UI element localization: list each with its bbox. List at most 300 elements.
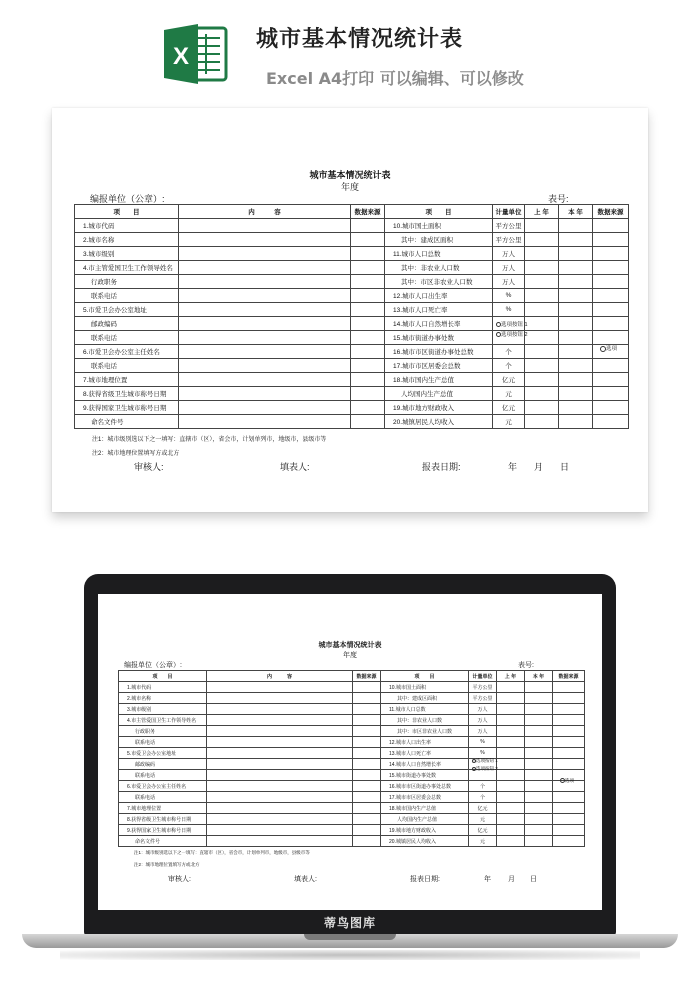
content-cell — [207, 737, 353, 748]
content-cell — [207, 759, 353, 770]
reviewer-label: 审核人: — [168, 876, 191, 883]
source-cell — [351, 415, 385, 429]
this-year-cell — [525, 814, 553, 825]
table-row — [119, 748, 585, 759]
last-year-cell — [497, 737, 525, 748]
sheet-table-no: 表号: — [548, 194, 569, 204]
item-cell: 7.城市地理位置 — [75, 373, 179, 387]
col-header: 数据来源 — [351, 205, 385, 219]
source-cell — [553, 715, 585, 726]
note-2: 注2：城市地理位置填写方或北方 — [134, 862, 200, 867]
item-cell: 14.城市人口自然增长率 — [381, 759, 469, 770]
table-row — [75, 359, 629, 373]
item-cell: 15.城市街道办事处数 — [381, 770, 469, 781]
col-header: 项 目 — [75, 205, 179, 219]
this-year-cell — [559, 233, 593, 247]
unit-cell: 万人 — [493, 275, 525, 289]
item-cell: 联系电话 — [119, 737, 207, 748]
report-date-label: 报表日期: — [410, 876, 440, 883]
item-cell: 4.市主管爱国卫生工作领导姓名 — [75, 261, 179, 275]
item-cell: 命名文件号 — [75, 415, 179, 429]
content-cell — [179, 317, 351, 331]
laptop-brand: 蒂鸟图库 — [323, 916, 376, 930]
header-row — [75, 205, 629, 219]
item-cell: 其中：建成区面积 — [381, 693, 469, 704]
source-cell — [593, 317, 629, 331]
last-year-cell — [525, 331, 559, 345]
source-cell — [593, 387, 629, 401]
item-cell: 联系电话 — [75, 331, 179, 345]
unit-cell: 平方公里 — [493, 219, 525, 233]
item-cell: 12.城市人口出生率 — [385, 289, 493, 303]
content-cell — [207, 803, 353, 814]
option-button-1[interactable] — [472, 758, 498, 764]
item-cell: 命名文件号 — [119, 836, 207, 847]
table-row — [75, 317, 629, 331]
this-year-cell — [559, 345, 593, 359]
col-header: 上 年 — [525, 205, 559, 219]
sheet-mini — [98, 594, 602, 910]
source-cell — [593, 233, 629, 247]
option-button-label: 选项 — [606, 346, 618, 352]
last-year-cell — [525, 415, 559, 429]
table-row — [119, 792, 585, 803]
option-button-3[interactable] — [600, 344, 617, 352]
col-header: 项 目 — [381, 671, 469, 682]
option-button-3[interactable] — [560, 778, 574, 784]
item-cell: 5.市爱卫会办公室地址 — [119, 748, 207, 759]
unit-cell: 平方公里 — [493, 233, 525, 247]
table-row — [119, 693, 585, 704]
last-year-cell — [497, 803, 525, 814]
source-cell — [351, 275, 385, 289]
last-year-cell — [525, 345, 559, 359]
year-label: 年 — [484, 876, 491, 883]
content-cell — [207, 693, 353, 704]
item-cell: 8.获得省级卫生城市称号日期 — [75, 387, 179, 401]
source-cell — [353, 825, 381, 836]
source-cell — [353, 781, 381, 792]
option-button-label: 选项按钮 1 — [476, 758, 498, 763]
paper-preview — [52, 108, 648, 512]
source-cell — [351, 401, 385, 415]
table-row — [75, 303, 629, 317]
table-row — [119, 737, 585, 748]
item-cell: 18.城市国内生产总值 — [381, 803, 469, 814]
this-year-cell — [559, 387, 593, 401]
unit-cell: % — [469, 737, 497, 748]
last-year-cell — [497, 682, 525, 693]
sheet-unit-label: 编报单位（公章）: — [124, 662, 182, 669]
col-header: 上 年 — [497, 671, 525, 682]
last-year-cell — [525, 373, 559, 387]
source-cell — [351, 289, 385, 303]
laptop-shadow — [60, 950, 640, 960]
unit-cell: 亿元 — [493, 373, 525, 387]
content-cell — [179, 219, 351, 233]
this-year-cell — [525, 792, 553, 803]
option-button-label: 选项按钮 2 — [476, 766, 498, 771]
col-header: 项 目 — [385, 205, 493, 219]
table-row — [75, 247, 629, 261]
table-row — [119, 759, 585, 770]
source-cell — [351, 219, 385, 233]
content-cell — [207, 682, 353, 693]
item-cell: 13.城市人口死亡率 — [381, 748, 469, 759]
item-cell: 8.获得省级卫生城市称号日期 — [119, 814, 207, 825]
source-cell — [353, 803, 381, 814]
item-cell: 16.城市市区街道办事处总数 — [381, 781, 469, 792]
unit-cell: % — [493, 289, 525, 303]
item-cell: 15.城市街道办事处数 — [385, 331, 493, 345]
content-cell — [207, 836, 353, 847]
last-year-cell — [497, 748, 525, 759]
last-year-cell — [497, 814, 525, 825]
option-button-label: 选项按钮 2 — [501, 332, 528, 338]
table-row — [75, 331, 629, 345]
note-1: 注1：城市级别选以下之一填写：直辖市（区），省会市，计划单列市，地级市，县级市等 — [92, 437, 327, 443]
last-year-cell — [497, 836, 525, 847]
item-cell: 11.城市人口总数 — [385, 247, 493, 261]
last-year-cell — [497, 792, 525, 803]
content-cell — [179, 401, 351, 415]
filler-label: 填表人: — [280, 462, 310, 472]
item-cell: 13.城市人口死亡率 — [385, 303, 493, 317]
content-cell — [207, 748, 353, 759]
table-row — [119, 825, 585, 836]
sheet-title: 城市基本情况统计表 — [309, 170, 391, 180]
source-cell — [353, 748, 381, 759]
table-row — [119, 781, 585, 792]
content-cell — [179, 331, 351, 345]
item-cell: 2.城市名称 — [119, 693, 207, 704]
table-row — [75, 373, 629, 387]
unit-cell: 平方公里 — [469, 693, 497, 704]
item-cell: 行政职务 — [119, 726, 207, 737]
source-cell — [593, 219, 629, 233]
month-label: 月 — [508, 876, 515, 883]
item-cell: 20.城镇居民人均收入 — [381, 836, 469, 847]
this-year-cell — [525, 704, 553, 715]
item-cell: 3.城市级别 — [119, 704, 207, 715]
laptop — [84, 574, 616, 936]
item-cell: 9.获得国家卫生城市称号日期 — [75, 401, 179, 415]
note-1: 注1：城市级别选以下之一填写：直辖市（区），省会市，计划单列市，地级市，县级市等 — [134, 850, 310, 855]
content-cell — [179, 373, 351, 387]
table-row — [75, 387, 629, 401]
table-row — [75, 275, 629, 289]
table-row — [75, 415, 629, 429]
source-cell — [351, 331, 385, 345]
unit-cell: % — [493, 303, 525, 317]
col-header: 内 容 — [207, 671, 353, 682]
table-row — [119, 726, 585, 737]
sheet — [52, 108, 648, 512]
last-year-cell — [497, 715, 525, 726]
this-year-cell — [559, 219, 593, 233]
content-cell — [179, 261, 351, 275]
source-cell — [353, 759, 381, 770]
item-cell: 邮政编码 — [119, 759, 207, 770]
this-year-cell — [525, 836, 553, 847]
source-cell — [553, 814, 585, 825]
source-cell — [593, 303, 629, 317]
last-year-cell — [497, 781, 525, 792]
data-table — [118, 670, 585, 847]
col-header: 计量单位 — [493, 205, 525, 219]
data-table — [74, 204, 629, 429]
this-year-cell — [525, 682, 553, 693]
this-year-cell — [559, 317, 593, 331]
item-cell: 联系电话 — [119, 792, 207, 803]
this-year-cell — [559, 373, 593, 387]
item-cell: 行政职务 — [75, 275, 179, 289]
table-row — [75, 261, 629, 275]
item-cell: 19.城市地方财政收入 — [385, 401, 493, 415]
source-cell — [593, 373, 629, 387]
item-cell: 5.市爱卫会办公室地址 — [75, 303, 179, 317]
option-button-label: 选项 — [565, 778, 574, 783]
last-year-cell — [525, 289, 559, 303]
content-cell — [179, 289, 351, 303]
content-cell — [179, 247, 351, 261]
source-cell — [553, 693, 585, 704]
source-cell — [351, 373, 385, 387]
source-cell — [553, 748, 585, 759]
col-header: 本 年 — [525, 671, 553, 682]
this-year-cell — [559, 275, 593, 289]
unit-cell: 万人 — [469, 704, 497, 715]
col-header: 项 目 — [119, 671, 207, 682]
source-cell — [351, 317, 385, 331]
item-cell: 其中：非农业人口数 — [385, 261, 493, 275]
content-cell — [179, 275, 351, 289]
content-cell — [207, 792, 353, 803]
excel-icon — [162, 22, 228, 86]
unit-cell: 个 — [469, 781, 497, 792]
source-cell — [593, 247, 629, 261]
content-cell — [179, 359, 351, 373]
this-year-cell — [525, 825, 553, 836]
item-cell: 19.城市地方财政收入 — [381, 825, 469, 836]
sheet-unit-label: 编报单位（公章）: — [90, 194, 165, 204]
signature-row — [52, 460, 648, 472]
last-year-cell — [525, 387, 559, 401]
item-cell: 6.市爱卫会办公室主任姓名 — [75, 345, 179, 359]
this-year-cell — [559, 289, 593, 303]
content-cell — [207, 781, 353, 792]
item-cell: 7.城市地理位置 — [119, 803, 207, 814]
item-cell: 人均国内生产总值 — [381, 814, 469, 825]
table-row — [119, 836, 585, 847]
sheet-table-no: 表号: — [518, 662, 534, 669]
this-year-cell — [559, 331, 593, 345]
source-cell — [553, 759, 585, 770]
source-cell — [353, 770, 381, 781]
this-year-cell — [559, 401, 593, 415]
this-year-cell — [525, 737, 553, 748]
this-year-cell — [559, 247, 593, 261]
source-cell — [553, 726, 585, 737]
source-cell — [353, 836, 381, 847]
last-year-cell — [525, 261, 559, 275]
reviewer-label: 审核人: — [134, 462, 164, 472]
this-year-cell — [525, 715, 553, 726]
this-year-cell — [525, 693, 553, 704]
unit-cell: 个 — [493, 345, 525, 359]
source-cell — [593, 289, 629, 303]
page-subtitle: Excel A4打印 可以编辑、可以修改 — [266, 69, 524, 88]
item-cell: 人均国内生产总值 — [385, 387, 493, 401]
source-cell — [553, 836, 585, 847]
item-cell: 16.城市市区街道办事处总数 — [385, 345, 493, 359]
sheet-year: 年度 — [340, 182, 359, 192]
source-cell — [351, 387, 385, 401]
item-cell: 18.城市国内生产总值 — [385, 373, 493, 387]
source-cell — [553, 704, 585, 715]
source-cell — [351, 261, 385, 275]
option-button-label: 选项按钮 1 — [501, 322, 528, 328]
item-cell: 1.城市代码 — [75, 219, 179, 233]
report-date-label: 报表日期: — [422, 462, 461, 472]
source-cell — [351, 247, 385, 261]
table-row — [119, 715, 585, 726]
source-cell — [353, 792, 381, 803]
last-year-cell — [497, 825, 525, 836]
item-cell: 6.市爱卫会办公室主任姓名 — [119, 781, 207, 792]
day-label: 日 — [560, 462, 570, 472]
item-cell: 12.城市人口出生率 — [381, 737, 469, 748]
last-year-cell — [497, 704, 525, 715]
page-title: 城市基本情况统计表 — [256, 27, 464, 52]
laptop-notch — [304, 934, 396, 940]
item-cell: 联系电话 — [119, 770, 207, 781]
item-cell: 10.城市国土面积 — [381, 682, 469, 693]
sheet-year: 年度 — [343, 652, 357, 659]
this-year-cell — [559, 359, 593, 373]
col-header: 数据来源 — [593, 205, 629, 219]
table-row — [119, 814, 585, 825]
table-row — [119, 803, 585, 814]
this-year-cell — [525, 770, 553, 781]
last-year-cell — [497, 726, 525, 737]
content-cell — [179, 345, 351, 359]
source-cell — [353, 704, 381, 715]
content-cell — [179, 387, 351, 401]
option-button-2[interactable] — [472, 766, 498, 772]
excel-logo-letter: X — [172, 43, 190, 70]
col-header: 本 年 — [559, 205, 593, 219]
unit-cell: 个 — [493, 359, 525, 373]
content-cell — [207, 704, 353, 715]
this-year-cell — [559, 415, 593, 429]
item-cell: 14.城市人口自然增长率 — [385, 317, 493, 331]
last-year-cell — [525, 401, 559, 415]
source-cell — [593, 275, 629, 289]
source-cell — [353, 682, 381, 693]
unit-cell: 平方公里 — [469, 682, 497, 693]
content-cell — [207, 825, 353, 836]
month-label: 月 — [534, 462, 544, 472]
last-year-cell — [525, 275, 559, 289]
source-cell — [593, 415, 629, 429]
content-cell — [207, 715, 353, 726]
this-year-cell — [525, 781, 553, 792]
content-cell — [207, 770, 353, 781]
item-cell: 其中：市区非农业人口数 — [381, 726, 469, 737]
unit-cell: 万人 — [469, 726, 497, 737]
table-row — [119, 682, 585, 693]
header — [0, 0, 700, 100]
item-cell: 联系电话 — [75, 359, 179, 373]
item-cell: 9.获得国家卫生城市称号日期 — [119, 825, 207, 836]
option-button-2[interactable] — [496, 330, 528, 338]
table-row — [119, 704, 585, 715]
item-cell: 其中：建成区面积 — [385, 233, 493, 247]
filler-label: 填表人: — [294, 876, 317, 883]
last-year-cell — [525, 247, 559, 261]
this-year-cell — [559, 261, 593, 275]
last-year-cell — [525, 359, 559, 373]
col-header: 数据来源 — [553, 671, 585, 682]
item-cell: 邮政编码 — [75, 317, 179, 331]
last-year-cell — [525, 233, 559, 247]
col-header: 内 容 — [179, 205, 351, 219]
item-cell: 3.城市级别 — [75, 247, 179, 261]
source-cell — [353, 737, 381, 748]
source-cell — [553, 737, 585, 748]
item-cell: 4.市主管爱国卫生工作领导姓名 — [119, 715, 207, 726]
unit-cell: 元 — [493, 387, 525, 401]
header-row — [119, 671, 585, 682]
day-label: 日 — [530, 876, 537, 883]
table-row — [75, 289, 629, 303]
content-cell — [179, 415, 351, 429]
source-cell — [553, 803, 585, 814]
option-button-1[interactable] — [496, 320, 528, 328]
item-cell: 11.城市人口总数 — [381, 704, 469, 715]
item-cell: 1.城市代码 — [119, 682, 207, 693]
this-year-cell — [525, 759, 553, 770]
unit-cell: 个 — [469, 792, 497, 803]
table-row — [75, 401, 629, 415]
this-year-cell — [525, 803, 553, 814]
unit-cell: 亿元 — [493, 401, 525, 415]
content-cell — [207, 814, 353, 825]
unit-cell: 元 — [469, 814, 497, 825]
item-cell: 10.城市国土面积 — [385, 219, 493, 233]
source-cell — [553, 825, 585, 836]
last-year-cell — [525, 317, 559, 331]
content-cell — [179, 303, 351, 317]
unit-cell: 万人 — [493, 247, 525, 261]
item-cell: 20.城镇居民人均收入 — [385, 415, 493, 429]
table-row — [75, 219, 629, 233]
source-cell — [593, 359, 629, 373]
col-header: 数据来源 — [353, 671, 381, 682]
unit-cell: 亿元 — [469, 825, 497, 836]
last-year-cell — [497, 693, 525, 704]
unit-cell: % — [469, 748, 497, 759]
item-cell: 其中：市区非农业人口数 — [385, 275, 493, 289]
sheet-title: 城市基本情况统计表 — [318, 642, 382, 649]
table-row — [75, 233, 629, 247]
item-cell: 联系电话 — [75, 289, 179, 303]
last-year-cell — [525, 219, 559, 233]
item-cell: 17.城市市区居委会总数 — [381, 792, 469, 803]
this-year-cell — [525, 748, 553, 759]
item-cell: 其中：非农业人口数 — [381, 715, 469, 726]
